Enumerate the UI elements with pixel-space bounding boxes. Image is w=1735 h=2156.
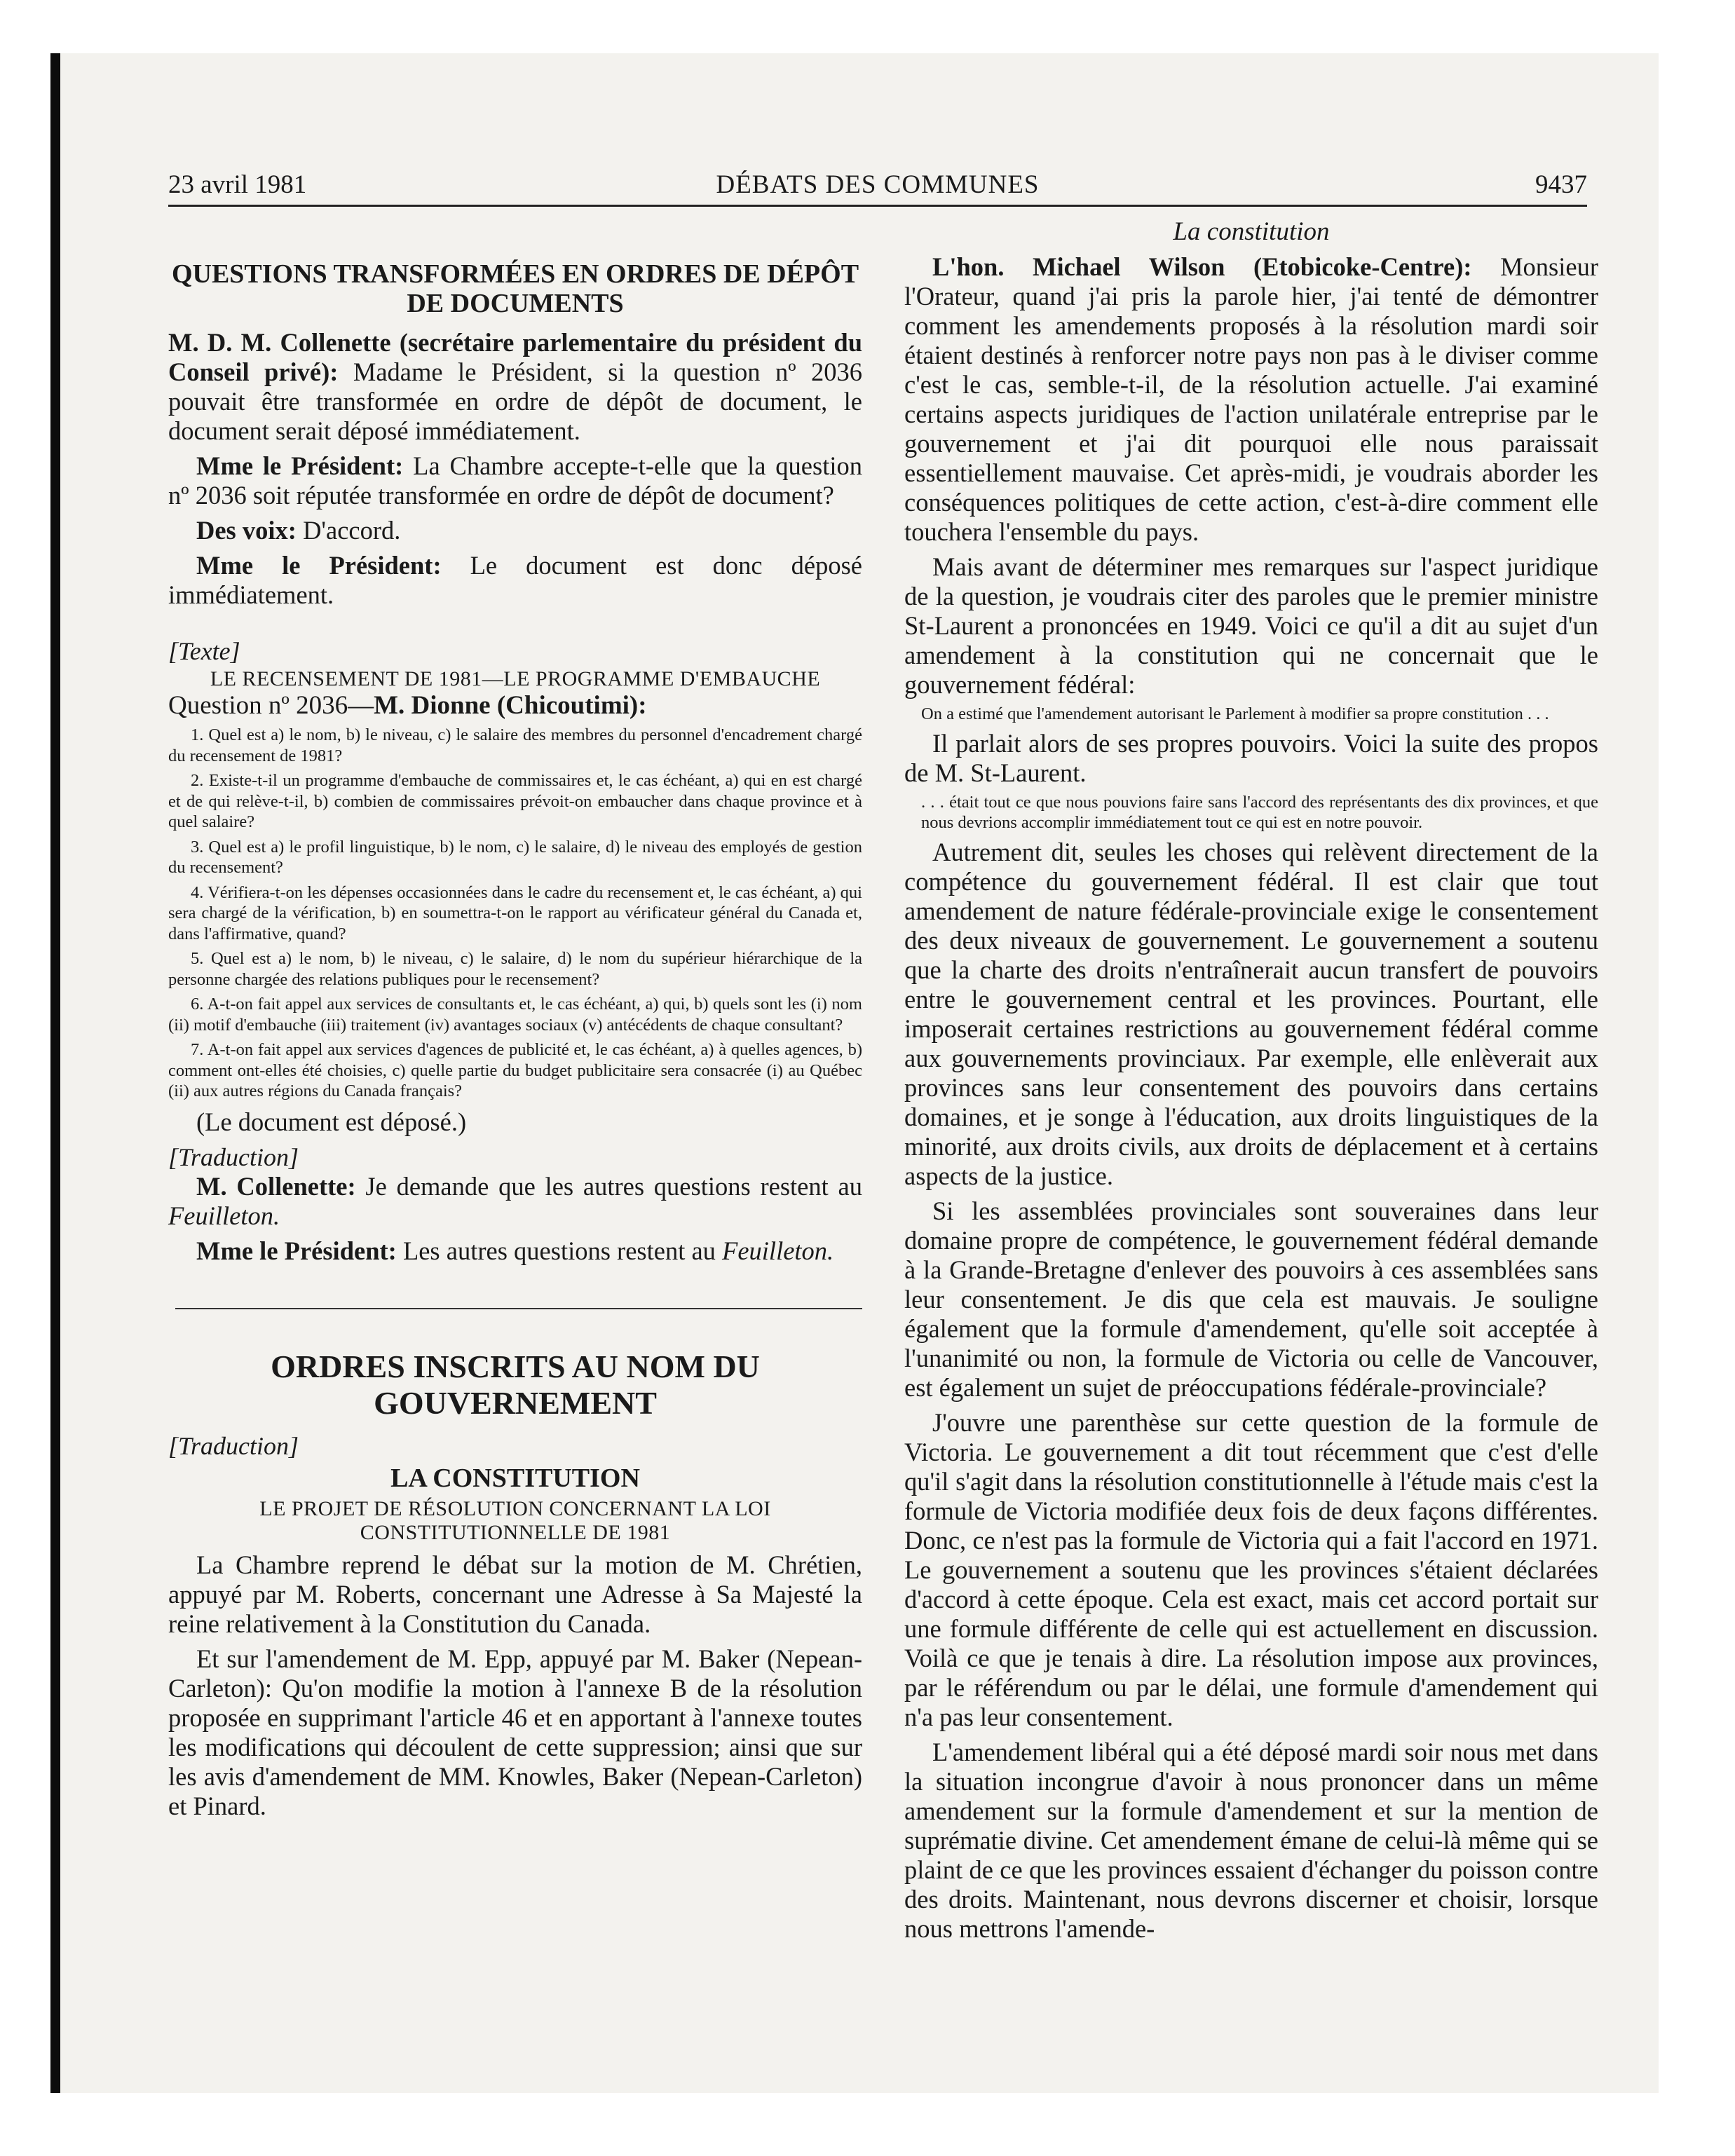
- question-item: 5. Quel est a) le nom, b) le niveau, c) le salaire, d) le nom du supérieur hiérarchique de la personne chargée des relations publiques pour le recensement?: [168, 949, 862, 989]
- question-speaker: M. Dionne (Chicoutimi):: [374, 691, 647, 720]
- paragraph-text: D'accord.: [296, 516, 401, 545]
- speaker-name: Mme le Président:: [196, 551, 442, 580]
- right-body-top: [904, 252, 1598, 700]
- census-heading: LE RECENSEMENT DE 1981—LE PROGRAMME D'EMBAUCHE: [210, 667, 821, 690]
- question-item: 6. A-t-on fait appel aux services de consultants et, le cas échéant, a) qui, b) quels sont les (i) nom (ii) motif d'embauche (iii) traitement (iv) avantages sociaux (v) antécédents de chaque consultant?: [168, 995, 862, 1035]
- left-body-top: [168, 328, 862, 610]
- speaker-name: Mme le Président:: [196, 1236, 397, 1265]
- section-heading-questions: QUESTIONS TRANSFORMÉES EN ORDRES DE DÉPÔT DE DOCUMENTS: [171, 259, 859, 318]
- paragraph-president-1: [168, 451, 862, 510]
- question-title: [168, 691, 862, 721]
- paragraph-st-laurent-intro: Mais avant de déterminer mes remarques sur l'aspect juridique de la question, je voudrais citer des paroles que le premier ministre St-Laurent a prononcées en 1949. Voici ce qu'il a dit au sujet d'un amendement à la constitution qui ne concernait que le gouvernement fédéral:: [904, 552, 1598, 699]
- right-body-bottom: [904, 838, 1598, 1944]
- italic-text: Feuilleton.: [722, 1236, 834, 1265]
- question-item: 4. Vérifiera-t-on les dépenses occasionnées dans le cadre du recensement et, le cas échéant, a) qui sera chargé de la vérification, b) en soumettra-t-on le rapport au vérificateur général du Canada et, dans l'affirmative, quand?: [168, 882, 862, 943]
- paragraph-text: Les autres questions restent au: [396, 1236, 723, 1265]
- tabled-note: (Le document est déposé.): [196, 1107, 467, 1136]
- page-number: 9437: [1535, 170, 1587, 199]
- speaker-name: Mme le Président:: [196, 451, 404, 480]
- paragraph-collenette: [168, 328, 862, 446]
- quote-st-laurent-1: On a estimé que l'amendement autorisant le Parlement à modifier sa propre constitution . . .: [921, 704, 1549, 723]
- section-title: La constitution: [1173, 217, 1330, 246]
- page-header: [168, 165, 1587, 207]
- paragraph-voices: [168, 516, 862, 545]
- paragraph-liberal-amendment: L'amendement libéral qui a été déposé mardi soir nous met dans la situation incongrue d'avoir à nous prononcer dans un même amendement sur la formule d'amendement et sur la mention de suprématie divine. Cet amendement émane de celui-là même qui se plaint de ce que les provinces essaient d'échanger du poisson contre des droits. Maintenant, nous devrons discerner et choisir, lorsque nous mettrons l'amende-: [904, 1737, 1598, 1943]
- paragraph-st-laurent-follow: Il parlait alors de ses propres pouvoirs. Voici la suite des propos de M. St-Laurent.: [904, 728, 1598, 787]
- traduction-tag: [Traduction]: [168, 1142, 299, 1171]
- paragraph-text: Monsieur l'Orateur, quand j'ai pris la parole hier, j'ai tenté de démontrer comment les amendements proposés à la résolution mardi soir étaient destinés à renforcer notre pays non pas à le diviser comme c'est le cas, semble-t-il, de la résolution actuelle. J'ai examiné certains aspects juridiques de l'action unilatérale entreprise par le gouvernement et j'ai dit pourquoi elle nous paraissait essentiellement mauvaise. Cet après-midi, je voudrais aborder les conséquences politiques de cette action, c'est-à-dire comment elle touchera l'ensemble du pays.: [904, 252, 1599, 546]
- section-divider: [175, 1308, 862, 1309]
- paragraph-debate: La Chambre reprend le débat sur la motion de M. Chrétien, appuyé par M. Roberts, concernant une Adresse à Sa Majesté la reine relativement à la Constitution du Canada.: [168, 1550, 862, 1638]
- paragraph-collenette-2: [168, 1172, 862, 1231]
- question-item: 3. Quel est a) le profil linguistique, b) le nom, c) le salaire, d) le niveau des employés de gestion du recensement?: [168, 837, 862, 877]
- paragraph-victoria: J'ouvre une parenthèse sur cette question de la formule de Victoria. Le gouvernement a dit tout récemment que c'est d'elle qu'il s'agit dans la résolution constitutionnelle à l'étude mais c'est la formule de Victoria modifiée deux fois de deux façons différentes. Donc, ce n'est pas la formule de Victoria qui a fait l'accord en 1971. Le gouvernement a soutenu que les provinces s'étaient déclarées d'accord à cette époque. Cela est exact, mais cet accord portait sur une formule différente de celle qui est actuellement en discussion. Voilà ce que je tenais à dire. La résolution impose aux provinces, par le référendum ou par le délai, une formule d'amendement qui n'a pas leur consentement.: [904, 1407, 1598, 1731]
- header-date: 23 avril 1981: [168, 170, 307, 199]
- paragraph-text: Je demande que les autres questions restent au: [355, 1171, 862, 1201]
- header-title: DÉBATS DES COMMUNES: [716, 170, 1040, 199]
- quote-st-laurent-2: . . . était tout ce que nous pouvions faire sans l'accord des représentants des dix provinces, et que nous devrions accomplir immédiatement tout ce qui est en notre pouvoir.: [921, 792, 1598, 832]
- paragraph-text: La Chambre accepte-t-elle que la question nº 2036 soit réputée transformée en ordre de dépôt de document?: [168, 451, 862, 510]
- traduction-tag: [Traduction]: [168, 1431, 299, 1460]
- right-column: [904, 210, 1598, 1944]
- question-item: 1. Quel est a) le nom, b) le niveau, c) le salaire des membres du personnel d'encadrement chargé du recensement de 1981?: [168, 725, 862, 765]
- paragraph-assemblies: Si les assemblées provinciales sont souveraines dans leur domaine propre de compétence, le gouvernement fédéral demande à la Grande-Bretagne d'enlever des pouvoirs à ces assemblées sans leur consentement. Je dis que cela est mauvais. Je souligne également que la formule d'amendement, qu'elle soit acceptée à l'unanimité ou non, la formule de Victoria ou celle de Vancouver, est également un sujet de préoccupations fédérale-provinciale?: [904, 1196, 1598, 1402]
- paragraph-president-3: [168, 1236, 862, 1266]
- italic-text: Feuilleton.: [168, 1201, 280, 1230]
- left-body-bottom: [168, 1550, 862, 1821]
- paragraph-amendment: Et sur l'amendement de M. Epp, appuyé par M. Baker (Nepean-Carleton): Qu'on modifie la motion à l'annexe B de la résolution proposée en supprimant l'article 46 et en apportant à l'annexe toutes les modifications qui découlent de cette suppression; ainsi que sur les avis d'amendement de MM. Knowles, Baker (Nepean-Carleton) et Pinard.: [168, 1644, 862, 1820]
- question-prefix: Question nº 2036—: [168, 691, 374, 720]
- right-body-mid: [904, 729, 1598, 788]
- speaker-name: M. Collenette:: [196, 1171, 356, 1201]
- question-list: [168, 725, 862, 1102]
- paragraph-wilson: [904, 252, 1598, 547]
- scan-edge: [50, 53, 60, 2093]
- left-column: [168, 210, 862, 1821]
- paragraph-text: Madame le Président, si la question nº 2036 pouvait être transformée en ordre de dépôt de document, le document serait déposé immédiatement.: [168, 357, 862, 445]
- paragraph-text: Le document est donc déposé immédiatement.: [168, 551, 862, 609]
- question-item: 7. A-t-on fait appel aux services d'agences de publicité et, le cas échéant, a) à quelles agences, b) comment ont-elles été choisies, c) quelle partie du budget publicitaire sera consacrée (i) au Québec (ii) aux autres régions du Canada français?: [168, 1040, 862, 1100]
- question-item: 2. Existe-t-il un programme d'embauche de commissaires et, le cas échéant, a) qui en est chargé et de qui relève-t-il, b) combien de commissaires prévoit-on embaucher dans chaque province et à quel salaire?: [168, 771, 862, 831]
- speaker-name: Des voix:: [196, 516, 297, 545]
- paragraph-president-2: [168, 551, 862, 610]
- left-body-middle: [168, 1107, 862, 1137]
- paragraph-charter: Autrement dit, seules les choses qui relèvent directement de la compétence du gouvernement fédéral. Il est clair que tout amendement de nature fédérale-provinciale exige le consentement des deux niveaux de gouvernement. Le gouvernement a soutenu que la charte des droits n'entraînerait aucun transfert de pouvoirs entre le gouvernement central et les provinces. Pourtant, elle imposerait certaines restrictions au gouvernement fédéral comme aux gouvernements provinciaux. Par exemple, elle enlèverait aux provinces sans leur consentement des pouvoirs dans certains domaines, et je songe à l'éducation, aux droits linguistiques de la minorité, aux droits civils, aux droits de déplacement et à certains aspects de la justice.: [904, 837, 1598, 1190]
- speaker-name: M. D. M. Collenette (secrétaire parlementaire du président du Conseil privé):: [168, 328, 862, 386]
- texte-tag: [Texte]: [168, 637, 240, 665]
- section-heading-orders: ORDRES INSCRITS AU NOM DU GOUVERNEMENT: [271, 1348, 760, 1421]
- constitution-heading: LA CONSTITUTION: [390, 1463, 640, 1493]
- speaker-name: L'hon. Michael Wilson (Etobicoke-Centre):: [932, 252, 1472, 281]
- left-body-feuilleton: [168, 1172, 862, 1266]
- resolution-subheading: LE PROJET DE RÉSOLUTION CONCERNANT LA LOI CONSTITUTIONNELLE DE 1981: [259, 1496, 771, 1544]
